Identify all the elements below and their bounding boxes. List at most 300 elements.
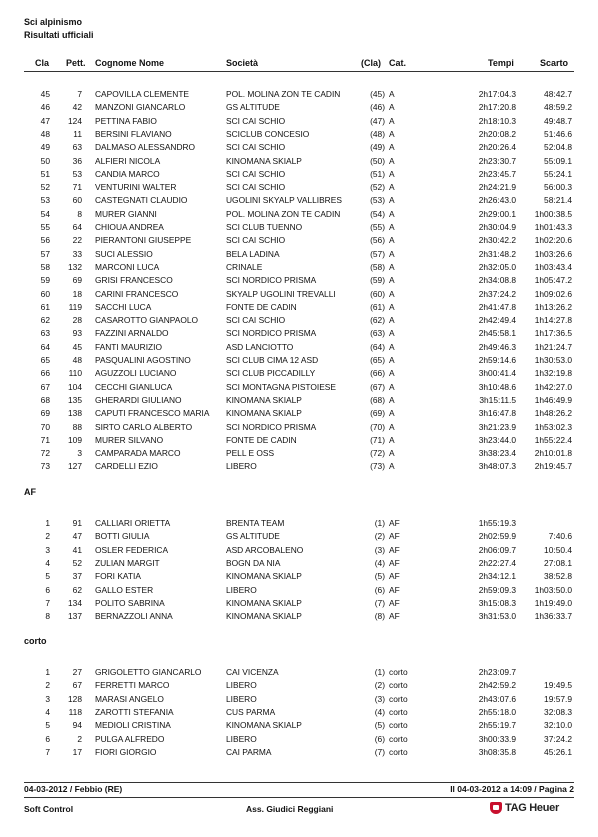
table-row — [0, 274, 598, 287]
cell-cla: 50 — [40, 155, 50, 166]
cell-societa: KINOMANA SKIALP — [226, 611, 302, 622]
cell-cla: 68 — [40, 394, 50, 405]
cell-name: ALFIERI NICOLA — [95, 155, 161, 166]
cell-pett: 135 — [68, 394, 82, 405]
cell-cla: 1 — [45, 667, 50, 677]
cell-tempi: 3h38:23.4 — [478, 448, 516, 459]
cell-cat: A — [389, 222, 395, 232]
cell-cla-paren: (3) — [374, 544, 385, 555]
cell-societa: BOGN DA NIA — [226, 557, 281, 568]
cell-tempi: 3h23:44.0 — [478, 434, 516, 445]
table-row — [0, 421, 598, 434]
cell-cat: corto — [389, 746, 408, 757]
cell-pett: 91 — [72, 518, 82, 528]
cell-scarto: 32:10.0 — [544, 720, 572, 731]
cell-name: CHIOUA ANDREA — [95, 222, 164, 232]
table-row — [0, 597, 598, 610]
table-row — [0, 301, 598, 314]
cell-cla-paren: (62) — [370, 315, 385, 326]
cell-societa: SCICLUB CONCESIO — [226, 128, 310, 139]
cell-societa: LIBERO — [226, 733, 257, 744]
cell-tempi: 2h59:14.6 — [478, 355, 516, 365]
cell-societa: BELA LADINA — [226, 248, 280, 259]
cell-tempi: 2h20:26.4 — [478, 142, 516, 153]
cell-cat: A — [389, 248, 395, 259]
cell-name: MURER SILVANO — [95, 434, 164, 445]
table-row — [0, 407, 598, 420]
table-row — [0, 194, 598, 207]
cell-name: CALLIARI ORIETTA — [95, 518, 171, 528]
cell-name: GHERARDI GIULIANO — [95, 394, 182, 405]
cell-pett: 104 — [68, 381, 82, 392]
cell-pett: 119 — [68, 301, 82, 312]
column-headers — [0, 58, 598, 70]
cell-tempi: 2h29:00.1 — [478, 208, 516, 219]
cell-name: PIERANTONI GIUSEPPE — [95, 235, 192, 246]
cell-cla-paren: (69) — [370, 408, 385, 419]
cell-cat: A — [389, 341, 395, 352]
cell-tempi: 2h17:04.3 — [478, 89, 516, 99]
cell-cla-paren: (52) — [370, 182, 385, 193]
cell-scarto: 49:48.7 — [544, 115, 572, 126]
footer-association: Ass. Giudici Reggiani — [246, 804, 334, 814]
cell-societa: KINOMANA SKIALP — [226, 408, 302, 419]
cell-tempi: 2h20:08.2 — [478, 128, 516, 139]
cell-scarto: 7:40.6 — [548, 531, 572, 542]
cell-name: CASAROTTO GIANPAOLO — [95, 315, 199, 326]
cell-cat: A — [389, 288, 395, 299]
cell-cla-paren: (56) — [370, 235, 385, 246]
cell-cat: A — [389, 434, 395, 445]
table-row — [0, 544, 598, 557]
cell-scarto: 55:24.1 — [544, 168, 572, 179]
cell-scarto: 51:46.6 — [544, 128, 572, 139]
cell-cla: 1 — [45, 518, 50, 528]
cell-tempi: 3h31:53.0 — [478, 611, 516, 622]
cell-tempi: 2h23:09.7 — [478, 667, 516, 677]
cell-cla-paren: (63) — [370, 328, 385, 339]
cell-tempi: 2h32:05.0 — [478, 261, 516, 272]
cell-pett: 93 — [72, 328, 82, 339]
cell-societa: SCI CLUB CIMA 12 ASD — [226, 355, 319, 365]
cell-societa: FONTE DE CADIN — [226, 434, 297, 445]
cell-cla-paren: (61) — [370, 301, 385, 312]
cell-name: MANZONI GIANCARLO — [95, 102, 186, 113]
cell-cla-paren: (4) — [374, 706, 385, 717]
cell-scarto: 27:08.1 — [544, 557, 572, 568]
cell-societa: SCI NORDICO PRISMA — [226, 421, 317, 432]
cell-scarto: 2h19:45.7 — [534, 461, 572, 472]
cell-cla: 5 — [45, 720, 50, 731]
cell-cla-paren: (58) — [370, 261, 385, 272]
section-title: corto — [24, 636, 47, 646]
cell-cla: 61 — [40, 301, 50, 312]
cell-cla-paren: (47) — [370, 115, 385, 126]
cell-tempi: 2h41:47.8 — [478, 301, 516, 312]
cell-scarto: 1h03:43.4 — [534, 261, 572, 272]
cell-societa: GS ALTITUDE — [226, 531, 280, 542]
cell-pett: 64 — [72, 222, 82, 232]
table-row — [0, 557, 598, 570]
cell-name: CANDIA MARCO — [95, 168, 160, 179]
cell-cla-paren: (45) — [370, 89, 385, 99]
cell-pett: 41 — [72, 544, 82, 555]
table-row — [0, 88, 598, 101]
cell-cla-paren: (1) — [374, 667, 385, 677]
cell-cat: AF — [389, 557, 400, 568]
cell-cat: AF — [389, 584, 400, 595]
cell-cat: A — [389, 195, 395, 206]
cell-name: DALMASO ALESSANDRO — [95, 142, 196, 153]
cell-pett: 71 — [72, 182, 82, 193]
cell-societa: SCI CAI SCHIO — [226, 115, 286, 126]
cell-name: CAPUTI FRANCESCO MARIA — [95, 408, 210, 419]
cell-cla-paren: (51) — [370, 168, 385, 179]
cell-tempi: 3h00:33.9 — [478, 733, 516, 744]
cell-pett: 118 — [68, 706, 82, 717]
cell-cat: corto — [389, 706, 408, 717]
cell-cat: A — [389, 355, 395, 365]
table-row — [0, 208, 598, 221]
cell-pett: 37 — [72, 571, 82, 582]
cell-pett: 128 — [68, 693, 82, 704]
cell-name: CASTEGNATI CLAUDIO — [95, 195, 188, 206]
cell-name: ZAROTTI STEFANIA — [95, 706, 174, 717]
cell-scarto: 19:57.9 — [544, 693, 572, 704]
cell-name: CECCHI GIANLUCA — [95, 381, 173, 392]
footer-divider-top — [24, 782, 574, 783]
cell-pett: 69 — [72, 275, 82, 286]
cell-cla: 70 — [40, 421, 50, 432]
cell-tempi: 2h37:24.2 — [478, 288, 516, 299]
cell-scarto: 10:50.4 — [544, 544, 572, 555]
cell-pett: 127 — [68, 461, 82, 472]
cell-cat: corto — [389, 693, 408, 704]
section-title: AF — [24, 487, 36, 497]
cell-pett: 3 — [77, 448, 82, 459]
cell-pett: 22 — [72, 235, 82, 246]
cell-cat: AF — [389, 611, 400, 622]
cell-cla-paren: (6) — [374, 733, 385, 744]
col-cla: Cla — [35, 58, 50, 68]
cell-cla-paren: (65) — [370, 355, 385, 365]
cell-cla-paren: (7) — [374, 597, 385, 608]
cell-societa: POL. MOLINA ZON TE CADIN — [226, 208, 341, 219]
cell-societa: BRENTA TEAM — [226, 518, 285, 528]
cell-cla: 54 — [40, 208, 50, 219]
cell-tempi: 3h15:08.3 — [478, 597, 516, 608]
cell-scarto: 48:42.7 — [544, 89, 572, 99]
cell-societa: CRINALE — [226, 261, 263, 272]
cell-societa: KINOMANA SKIALP — [226, 597, 302, 608]
cell-cla-paren: (59) — [370, 275, 385, 286]
cell-cla-paren: (8) — [374, 611, 385, 622]
cell-pett: 47 — [72, 531, 82, 542]
cell-tempi: 2h23:30.7 — [478, 155, 516, 166]
cell-cla: 3 — [45, 693, 50, 704]
table-row — [0, 101, 598, 114]
table-row — [0, 666, 598, 679]
cell-cat: A — [389, 448, 395, 459]
cell-tempi: 2h23:45.7 — [478, 168, 516, 179]
table-row — [0, 610, 598, 623]
cell-societa: ASD ARCOBALENO — [226, 544, 304, 555]
cell-societa: KINOMANA SKIALP — [226, 720, 302, 731]
cell-cla-paren: (3) — [374, 693, 385, 704]
cell-tempi: 2h17:20.8 — [478, 102, 516, 113]
table-row — [0, 234, 598, 247]
cell-scarto: 1h05:47.2 — [534, 275, 572, 286]
cell-cla: 58 — [40, 261, 50, 272]
cell-cat: AF — [389, 544, 400, 555]
cell-tempi: 2h22:27.4 — [478, 557, 516, 568]
cell-societa: ASD LANCIOTTO — [226, 341, 294, 352]
tagheuer-logo-text: TAG Heuer — [505, 802, 559, 814]
cell-pett: 63 — [72, 142, 82, 153]
cell-cla-paren: (66) — [370, 368, 385, 379]
col-cat: Cat. — [389, 58, 407, 68]
cell-tempi: 3h00:41.4 — [478, 368, 516, 379]
cell-cla: 55 — [40, 222, 50, 232]
cell-cla: 8 — [45, 611, 50, 622]
table-row — [0, 733, 598, 746]
col-name: Cognome Nome — [95, 58, 165, 68]
cell-cat: A — [389, 315, 395, 326]
cell-societa: SCI MONTAGNA PISTOIESE — [226, 381, 336, 392]
cell-societa: SKYALP UGOLINI TREVALLI — [226, 288, 336, 299]
cell-scarto: 1h03:50.0 — [534, 584, 572, 595]
cell-tempi: 2h06:09.7 — [478, 544, 516, 555]
cell-cla: 6 — [45, 733, 50, 744]
cell-pett: 137 — [68, 611, 82, 622]
cell-tempi: 2h30:04.9 — [478, 222, 516, 232]
cell-scarto: 1h14:27.8 — [534, 315, 572, 326]
cell-societa: SCI CAI SCHIO — [226, 235, 286, 246]
cell-scarto: 1h19:49.0 — [534, 597, 572, 608]
table-row — [0, 155, 598, 168]
cell-societa: SCI NORDICO PRISMA — [226, 328, 317, 339]
cell-scarto: 1h32:19.8 — [534, 368, 572, 379]
cell-scarto: 1h30:53.0 — [534, 355, 572, 365]
cell-cla-paren: (4) — [374, 557, 385, 568]
table-row — [0, 381, 598, 394]
cell-cla: 73 — [40, 461, 50, 472]
table-row — [0, 693, 598, 706]
cell-cat: A — [389, 301, 395, 312]
cell-cat: A — [389, 142, 395, 153]
cell-cat: A — [389, 168, 395, 179]
cell-name: CARDELLI EZIO — [95, 461, 158, 472]
cell-name: SIRTO CARLO ALBERTO — [95, 421, 193, 432]
table-row — [0, 221, 598, 234]
cell-name: FORI KATIA — [95, 571, 141, 582]
cell-pett: 8 — [77, 208, 82, 219]
cell-pett: 124 — [68, 115, 82, 126]
table-row — [0, 434, 598, 447]
cell-societa: CAI PARMA — [226, 746, 272, 757]
cell-cla-paren: (46) — [370, 102, 385, 113]
cell-cla-paren: (5) — [374, 720, 385, 731]
table-row — [0, 341, 598, 354]
cell-cla-paren: (49) — [370, 142, 385, 153]
cell-scarto: 1h03:26.6 — [534, 248, 572, 259]
cell-societa: LIBERO — [226, 461, 257, 472]
table-row — [0, 719, 598, 732]
cell-societa: FONTE DE CADIN — [226, 301, 297, 312]
cell-pett: 48 — [72, 355, 82, 365]
col-scarto: Scarto — [540, 58, 569, 68]
cell-scarto: 1h42:27.0 — [534, 381, 572, 392]
cell-cat: A — [389, 461, 395, 472]
cell-cla: 62 — [40, 315, 50, 326]
cell-societa: UGOLINI SKYALP VALLIBRES — [226, 195, 342, 206]
cell-pett: 42 — [72, 102, 82, 113]
cell-name: FIORI GIORGIO — [95, 746, 157, 757]
cell-cla-paren: (53) — [370, 195, 385, 206]
cell-cla-paren: (6) — [374, 584, 385, 595]
cell-name: SUCI ALESSIO — [95, 248, 153, 259]
cell-cla-paren: (71) — [370, 434, 385, 445]
cell-scarto: 48:59.2 — [544, 102, 572, 113]
cell-societa: SCI CAI SCHIO — [226, 182, 286, 193]
cell-name: FAZZINI ARNALDO — [95, 328, 169, 339]
table-row — [0, 115, 598, 128]
cell-pett: 94 — [72, 720, 82, 731]
cell-cat: A — [389, 182, 395, 193]
col-tempi: Tempi — [488, 58, 514, 68]
cell-scarto: 19:49.5 — [544, 680, 572, 691]
cell-tempi: 2h49:46.3 — [478, 341, 516, 352]
cell-cat: corto — [389, 733, 408, 744]
table-row — [0, 181, 598, 194]
cell-name: BOTTI GIULIA — [95, 531, 150, 542]
cell-cla: 7 — [45, 597, 50, 608]
table-row — [0, 261, 598, 274]
cell-pett: 36 — [72, 155, 82, 166]
cell-cla: 53 — [40, 195, 50, 206]
table-row — [0, 314, 598, 327]
cell-cat: A — [389, 128, 395, 139]
cell-pett: 7 — [77, 89, 82, 99]
cell-name: BERNAZZOLI ANNA — [95, 611, 173, 622]
cell-cat: A — [389, 89, 395, 99]
cell-cla-paren: (73) — [370, 461, 385, 472]
cell-pett: 17 — [72, 746, 82, 757]
cell-societa: PELL E OSS — [226, 448, 275, 459]
table-row — [0, 367, 598, 380]
cell-cla: 46 — [40, 102, 50, 113]
cell-tempi: 2h31:48.2 — [478, 248, 516, 259]
cell-scarto: 1h09:02.6 — [534, 288, 572, 299]
footer-divider-bottom — [24, 797, 574, 798]
table-row — [0, 746, 598, 759]
cell-societa: SCI CAI SCHIO — [226, 168, 286, 179]
cell-cat: A — [389, 394, 395, 405]
cell-tempi: 2h45:58.1 — [478, 328, 516, 339]
header-divider — [24, 71, 574, 72]
cell-tempi: 2h18:10.3 — [478, 115, 516, 126]
cell-name: CAMPARADA MARCO — [95, 448, 181, 459]
cell-pett: 88 — [72, 421, 82, 432]
cell-pett: 33 — [72, 248, 82, 259]
table-row — [0, 394, 598, 407]
cell-scarto: 1h55:22.4 — [534, 434, 572, 445]
report-title: Sci alpinismo — [24, 17, 83, 27]
cell-cat: A — [389, 261, 395, 272]
table-row — [0, 248, 598, 261]
col-societa: Società — [226, 58, 259, 68]
cell-name: FANTI MAURIZIO — [95, 341, 162, 352]
cell-cla-paren: (68) — [370, 394, 385, 405]
cell-pett: 62 — [72, 584, 82, 595]
cell-cla: 59 — [40, 275, 50, 286]
cell-societa: SCI NORDICO PRISMA — [226, 275, 317, 286]
cell-cla-paren: (7) — [374, 746, 385, 757]
cell-scarto: 52:04.8 — [544, 142, 572, 153]
cell-scarto: 1h02:20.6 — [534, 235, 572, 246]
cell-cla: 51 — [40, 168, 50, 179]
cell-pett: 27 — [72, 667, 82, 677]
cell-cla-paren: (55) — [370, 222, 385, 232]
cell-scarto: 58:21.4 — [544, 195, 572, 206]
cell-pett: 45 — [72, 341, 82, 352]
cell-pett: 138 — [68, 408, 82, 419]
report-subtitle: Risultati ufficiali — [24, 30, 94, 40]
tagheuer-logo — [490, 801, 559, 815]
cell-name: GRIGOLETTO GIANCARLO — [95, 667, 202, 677]
cell-cla-paren: (2) — [374, 680, 385, 691]
cell-scarto: 1h21:24.7 — [534, 341, 572, 352]
cell-tempi: 3h15:11.5 — [479, 394, 516, 405]
cell-cla: 2 — [45, 531, 50, 542]
cell-cla-paren: (70) — [370, 421, 385, 432]
cell-societa: CUS PARMA — [226, 706, 276, 717]
cell-cla-paren: (48) — [370, 128, 385, 139]
cell-tempi: 2h42:49.4 — [478, 315, 516, 326]
cell-name: VENTURINI WALTER — [95, 182, 177, 193]
cell-scarto: 38:52.8 — [544, 571, 572, 582]
cell-pett: 52 — [72, 557, 82, 568]
cell-cat: AF — [389, 597, 400, 608]
cell-cla: 66 — [40, 368, 50, 379]
cell-name: CARINI FRANCESCO — [95, 288, 179, 299]
cell-scarto: 1h17:36.5 — [534, 328, 572, 339]
table-row — [0, 447, 598, 460]
cell-name: BERSINI FLAVIANO — [95, 128, 172, 139]
cell-cla: 52 — [40, 182, 50, 193]
cell-cla-paren: (54) — [370, 208, 385, 219]
cell-scarto: 55:09.1 — [544, 155, 572, 166]
cell-tempi: 2h30:42.2 — [478, 235, 516, 246]
footer-software: Soft Control — [24, 804, 74, 814]
cell-pett: 60 — [72, 195, 82, 206]
report-header — [24, 16, 94, 42]
cell-cla: 71 — [40, 434, 50, 445]
cell-cla: 4 — [45, 557, 50, 568]
cell-pett: 53 — [72, 168, 82, 179]
cell-name: OSLER FEDERICA — [95, 544, 169, 555]
cell-name: POLITO SABRINA — [95, 597, 165, 608]
cell-scarto: 56:00.3 — [544, 182, 572, 193]
table-row — [0, 168, 598, 181]
table-row — [0, 530, 598, 543]
cell-cat: A — [389, 381, 395, 392]
cell-cat: AF — [389, 531, 400, 542]
cell-tempi: 3h21:23.9 — [478, 421, 516, 432]
cell-societa: POL. MOLINA ZON TE CADIN — [226, 89, 341, 99]
cell-cat: AF — [389, 518, 400, 528]
tagheuer-shield-icon — [490, 802, 502, 814]
